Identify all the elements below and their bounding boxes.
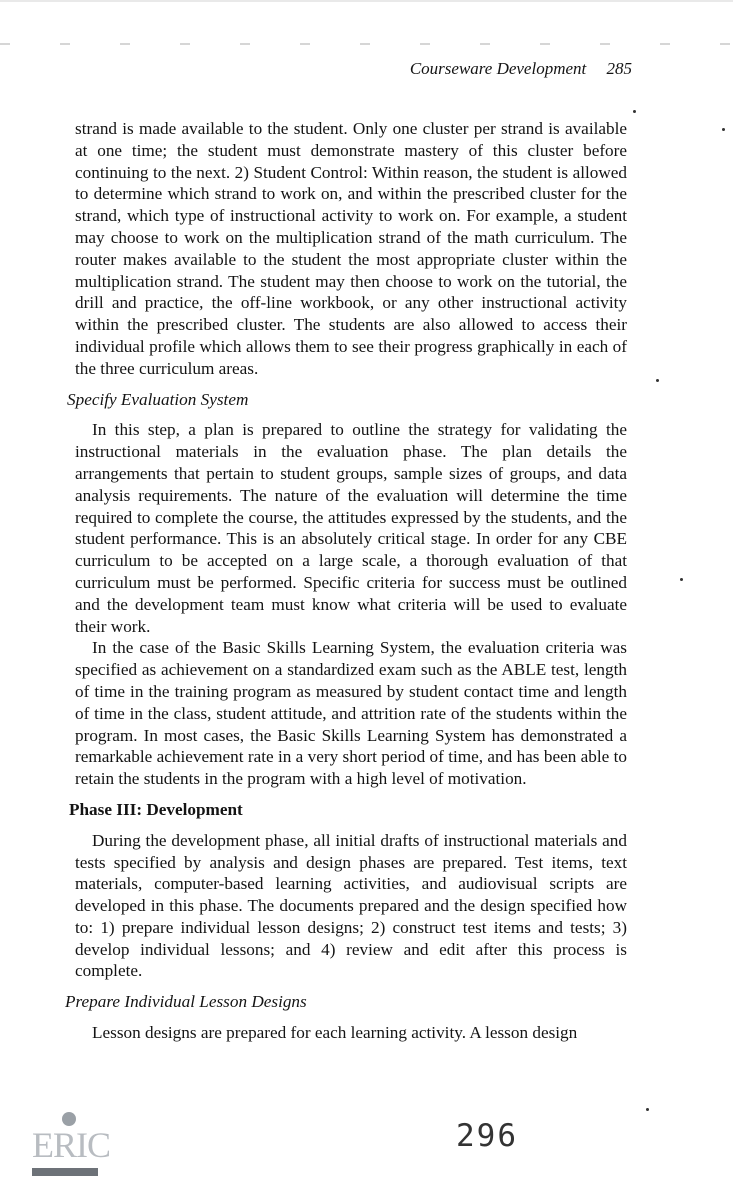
paragraph: In the case of the Basic Skills Learning System, the evaluation criteria was specified as achievement on a standardized exam such as the ABLE test, length of time in the training program as measured by student contact time and length of time in the class, student attitude, and attrition rate of the students within the program. In most cases, the Basic Skills Learning System has demonstrated a remarkable achievement rate in a very short period of time, and has been able to retain the students in the program with a high level of motivation. xyxy=(75,638,627,789)
running-header xyxy=(410,59,632,79)
eric-logo-band xyxy=(32,1168,98,1176)
page-code: 296 xyxy=(456,1118,518,1154)
scan-top-edge xyxy=(0,0,733,2)
section-heading: Specify Evaluation System xyxy=(67,389,249,409)
paragraph: Lesson designs are prepared for each learning activity. A lesson design xyxy=(92,1023,578,1043)
scan-speck xyxy=(656,379,659,382)
eric-logo xyxy=(32,1112,112,1178)
paragraph: During the development phase, all initial drafts of instructional materials and tests specified by analysis and design phases are prepared. Test items, text materials, computer-based learning activities, and audiovisual scripts are developed in this phase. The documents prepared and the design specified how to: 1) prepare individual lesson designs; 2) construct test items and tests; 3) develop individual lessons; and 4) review and edit after this process is complete. xyxy=(75,830,627,981)
paragraph: In this step, a plan is prepared to outline the strategy for validating the instructional materials in the evaluation phase. The plan details the arrangements that pertain to student groups, sample sizes of groups, and data analysis requirements. The nature of the evaluation will determine the time required to complete the course, the attitudes expressed by the students, and the student performance. This is an absolutely critical stage. In order for any CBE curriculum to be accepted on a large scale, a thorough evaluation of that curriculum must be performed. Specific criteria for success must be outlined and the development team must know what criteria will be used to evaluate their work. xyxy=(75,420,627,636)
section-heading: Prepare Individual Lesson Designs xyxy=(65,992,307,1012)
eric-logo-word: ERIC xyxy=(32,1125,111,1165)
page-number: 285 xyxy=(606,59,632,78)
body-text xyxy=(65,118,627,1044)
running-title: Courseware Development xyxy=(409,59,587,78)
paragraph: strand is made available to the student. Only one cluster per strand is available at one time; the student must demonstrate mastery of this cluster before continuing to the next. 2) Student Control: Within reason, the student is allowed to determine which strand to work on, and within the prescribed cluster for the strand, which type of instructional activity to work on. For example, a student may choose to work on the multiplication strand of the math curriculum. The router makes available to the student the most appropriate cluster within the multiplication strand. The student may then choose to work on the tutorial, the drill and practice, the off-line workbook, or any other instructional activity within the prescribed cluster. The students are also allowed to access their individual profile which allows them to see their progress graphically in each of the three curriculum areas. xyxy=(75,119,627,378)
scan-speck xyxy=(722,128,725,131)
phase-heading: Phase III: Development xyxy=(69,799,243,819)
scan-speck xyxy=(633,110,636,113)
scan-speck xyxy=(680,578,683,581)
scan-artifact-line xyxy=(0,43,733,45)
scan-speck xyxy=(646,1108,649,1111)
